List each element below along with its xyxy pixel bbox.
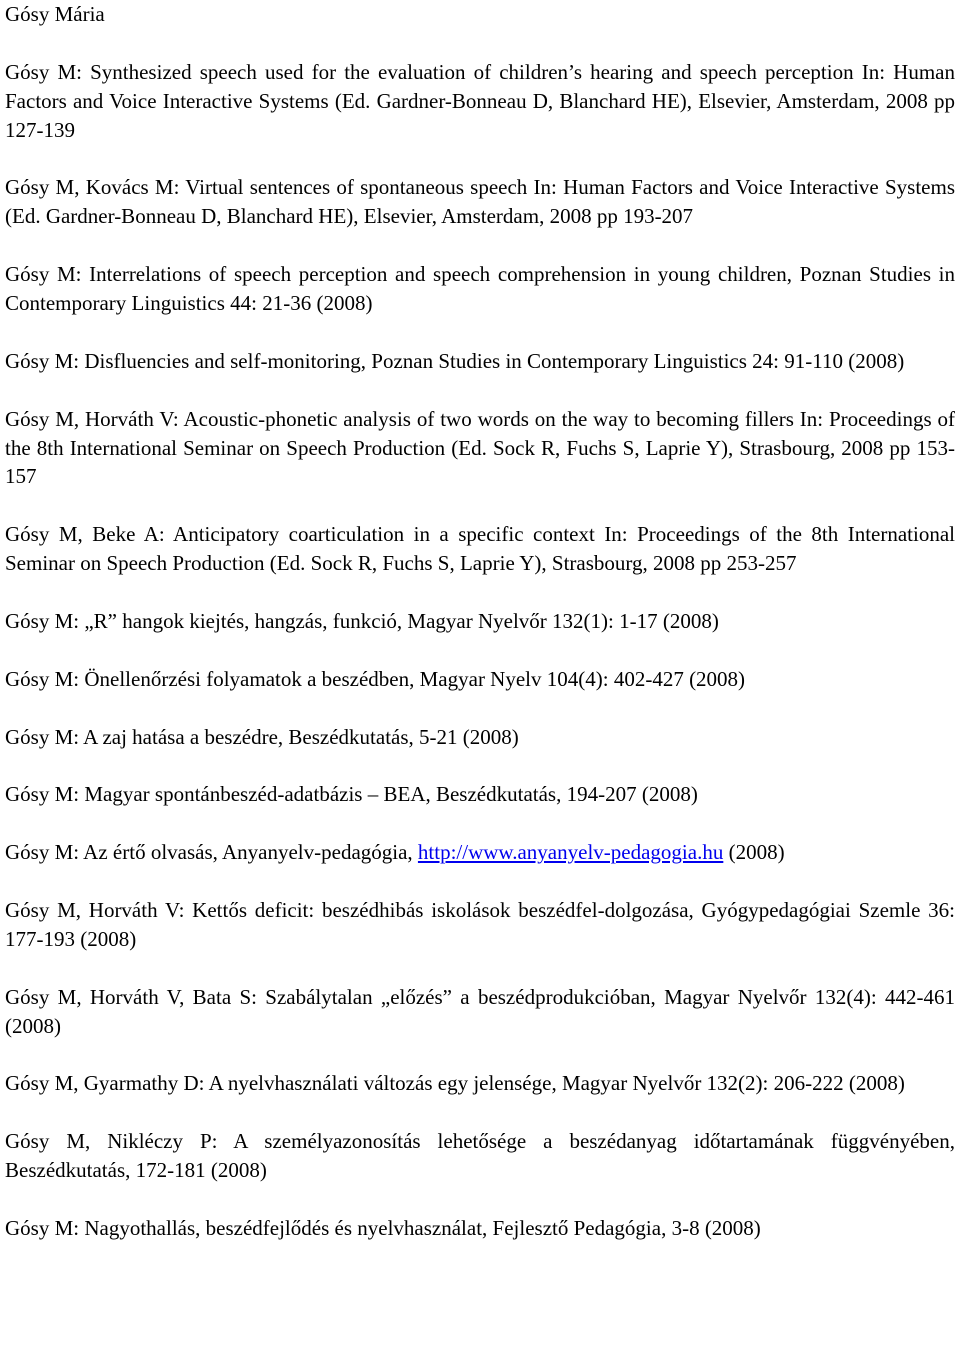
anyanyelv-pedagogia-link[interactable]: http://www.anyanyelv-pedagogia.hu [417,840,724,865]
publication-entry-3: Gósy M: Interrelations of speech perception and speech comprehension in young children, Poznan Studies in Contemporary Linguistics 44: 21-36 (2008) [5,262,955,316]
publication-list [5,58,955,1243]
publication-entry-5: Gósy M, Horváth V: Acoustic-phonetic analysis of two words on the way to becoming fillers In: Proceedings of the 8th International Seminar on Speech Production (Ed. Sock R, Fuchs S, Laprie Y), Strasbourg, 2008 pp 153-157 [5,406,955,489]
publication-entry-7: Gósy M: „R” hangok kiejtés, hangzás, funkció, Magyar Nyelvőr 132(1): 1-17 (2008) [5,608,719,633]
document-page [5,0,955,1272]
publication-entry-11: Gósy M, Horváth V: Kettős deficit: beszédhibás iskolások beszédfel-dolgozása, Gyógypedagógiai Szemle 36: 177-193 (2008) [5,897,955,951]
publication-entry-14: Gósy M, Nikléczy P: A személyazonosítás lehetősége a beszédanyag időtartamának függvényében, Beszédkutatás, 172-181 (2008) [5,1129,955,1183]
link-entry-suffix: (2008) [723,840,785,865]
link-entry-prefix: Gósy M: Az értő olvasás, Anyanyelv-pedagógia, [5,840,418,865]
publication-entry-link [5,838,955,867]
publication-entry-15: Gósy M: Nagyothallás, beszédfejlődés és nyelvhasználat, Fejlesztő Pedagógia, 3-8 (2008) [5,1215,761,1240]
publication-entry-2: Gósy M, Kovács M: Virtual sentences of spontaneous speech In: Human Factors and Voice Interactive Systems (Ed. Gardner-Bonneau D, Blanchard HE), Elsevier, Amsterdam, 2008 pp 193-207 [5,175,955,229]
publication-entry-9: Gósy M: A zaj hatása a beszédre, Beszédkutatás, 5-21 (2008) [5,724,519,749]
publication-entry-6: Gósy M, Beke A: Anticipatory coarticulation in a specific context In: Proceedings of the 8th International Seminar on Speech Production (Ed. Sock R, Fuchs S, Laprie Y), Strasbourg, 2008 pp 253-257 [5,522,955,576]
publication-entry-10: Gósy M: Magyar spontánbeszéd-adatbázis – BEA, Beszédkutatás, 194-207 (2008) [5,782,698,807]
publication-entry-13: Gósy M, Gyarmathy D: A nyelvhasználati változás egy jelensége, Magyar Nyelvőr 132(2): 206-222 (2008) [5,1071,905,1096]
publication-entry-1: Gósy M: Synthesized speech used for the evaluation of children’s hearing and speech perception In: Human Factors and Voice Interactive Systems (Ed. Gardner-Bonneau D, Blanchard HE), Elsevier, Amsterdam, 2008 pp 127-139 [5,59,955,142]
author-heading: Gósy Mária [5,2,105,26]
publication-entry-8: Gósy M: Önellenőrzési folyamatok a beszédben, Magyar Nyelv 104(4): 402-427 (2008) [5,666,746,691]
publication-entry-12: Gósy M, Horváth V, Bata S: Szabálytalan „előzés” a beszédprodukcióban, Magyar Nyelvőr 132(4): 442-461 (2008) [5,984,955,1038]
publication-entry-4: Gósy M: Disfluencies and self-monitoring, Poznan Studies in Contemporary Linguistics 24: 91-110 (2008) [5,348,905,373]
